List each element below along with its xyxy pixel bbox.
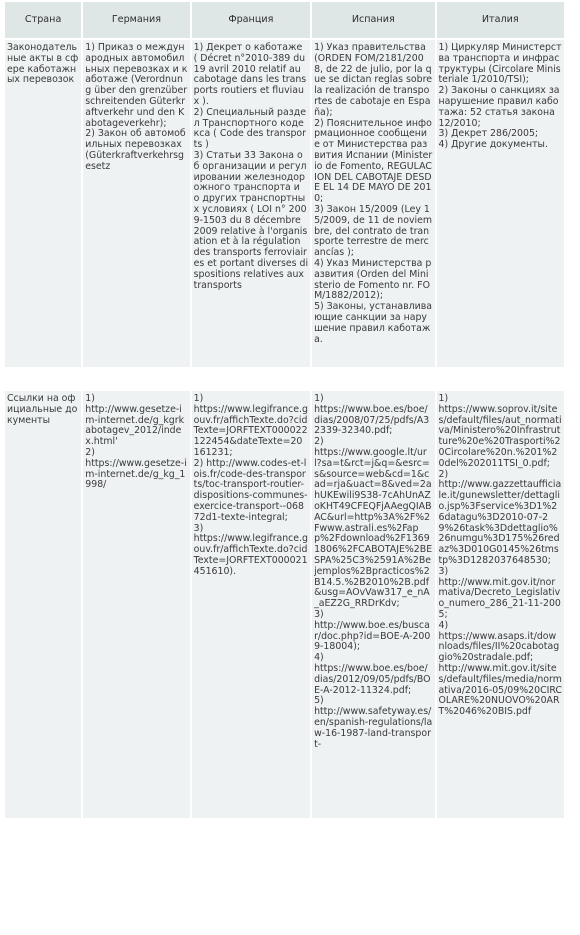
cell-text-line: https://www.gesetze-im-internet.de/g_kg_1998/ xyxy=(85,457,187,491)
cell-text-line: 2) Специальный раздел Транспортного кодекса ( Code des transports ) xyxy=(193,106,307,151)
header-country: Страна xyxy=(5,2,81,38)
row-label-legislation: Законодательные акты в сфере каботажных перевозок xyxy=(5,40,81,367)
cell-text-line: 3) xyxy=(193,522,204,534)
cell-text-line: 4) xyxy=(438,619,449,631)
cell-text-line: http://www.gazzettaufficiale.it/gunewsletter/dettaglio.jsp%3Fservice%3D1%26datagu%3D2010-07-29%26task%3Ddettaglio%26numgu%3D175%26redaz%3D010G0145%26tmstp%3D1282037648530; xyxy=(438,479,562,566)
cell-legislation-spain xyxy=(312,40,434,367)
table-row-links xyxy=(5,391,564,818)
cell-text-line: http://www.safetyway.es/en/spanish-regulations/law-16-1987-land-transport- xyxy=(314,706,433,750)
cell-text-line: 2) Законы о санкциях за нарушение правил каботажа: 52 статья закона 12/2010; xyxy=(438,85,560,129)
cell-text-line: 5) Законы, устанавливающие санкции за нарушение правил каботажа. xyxy=(314,301,432,345)
cell-text-line: 1) xyxy=(438,393,449,404)
cell-text-line: 1) xyxy=(314,393,324,404)
cell-text-line: https://www.asaps.it/downloads/files/II%20cabotaggio%20stradale.pdf; xyxy=(438,630,560,664)
cell-text-line: 1) xyxy=(193,393,204,404)
cell-text-line: 3) Статьи 33 Закона об организации и регулировании железнодорожного транспорта и о других транспортных условиях ( LOI n° 2009-1503 du 8 décembre 2009 relative à l'organisation et à la régulation des transports ferroviaires et portant diverses dispositions relatives aux transports xyxy=(193,149,309,291)
cell-text-line: 1) Указ правительства (ORDEN FOM/2181/2008, de 22 de julio, por la que se dictan reglas sobre la realización de transportes de cabotaje en España); xyxy=(314,42,433,118)
cell-text-line: 1) Циркуляр Министерства транспорта и инфраструктуры (Circolare Ministeriale 1/2010/TSI); xyxy=(438,42,562,86)
cell-text-line: 1) Приказ о международных автомобильных перевозках и каботаже (Verordnung über den grenzüberschreitenden Güterkraftverkehr und den Kabotageverkehr); xyxy=(85,42,188,129)
cell-text-line: https://www.legifrance.gouv.fr/affichTexte.do?cidTexte=JORFTEXT000022122454&dateTexte=20161231; xyxy=(193,403,308,458)
cell-text-line: 2) http://www.codes-et-lois.fr/code-des-transports/toc-transport-routier-dispositions-communes-exercice-transport--06872d1-texte-integral; xyxy=(193,457,308,523)
cell-text-line: 2) xyxy=(85,446,95,458)
header-germany: Германия xyxy=(83,2,189,38)
cell-text-line: 2) Пояснительное информационное сообщение от Министерства развития Испании (Ministerio de Fomento, REGULACION DEL CABOTAJE DESDE EL 14 DE MAYO DE 2010; xyxy=(314,117,433,205)
cell-text-line: https://www.boe.es/boe/dias/2012/09/05/pdfs/BOE-A-2012-11324.pdf; xyxy=(314,662,431,696)
header-row xyxy=(5,2,564,38)
cell-text-line: 3) xyxy=(314,608,324,620)
cell-text-line: 4) Другие документы. xyxy=(438,139,548,151)
row-label-links: Ссылки на официальные документы xyxy=(5,391,81,818)
cell-legislation-france xyxy=(192,40,310,367)
header-spain: Испания xyxy=(312,2,434,38)
cell-text-line: https://www.soprov.it/sites/default/files/aut_normativa/Ministero%20Infrastrutture%20e%20Trasporti%20Circolare%20n.%201%20del%202011TSI_0.pdf; xyxy=(438,403,562,469)
cell-text-line: 3) Декрет 286/2005; xyxy=(438,128,539,140)
cell-links-france xyxy=(192,391,310,818)
table-row-legislation xyxy=(5,40,564,367)
cell-text-line: http://www.boe.es/buscar/doc.php?id=BOE-A-2009-18004); xyxy=(314,619,431,653)
cell-text-line: 2) Закон об автомобильных перевозках (Güterkraftverkehrsgesetz xyxy=(85,128,186,172)
cell-text-line: http://www.mit.gov.it/normativa/Decreto_Legislativo_numero_286_21-11-2005; xyxy=(438,576,561,620)
cell-text-line: http://www.mit.gov.it/sites/default/files/media/normativa/2016-05/09%20CIRCOLARE%20NUOVO%20ART%2046%20BIS.pdf xyxy=(438,662,562,718)
cell-text-line: 2) xyxy=(314,436,324,448)
cell-legislation-italy xyxy=(437,40,565,367)
cell-text-line: 4) xyxy=(314,652,324,664)
cell-text-line: 2) xyxy=(438,468,449,480)
cell-text-line: https://www.boe.es/boe/dias/2008/07/25/pdfs/A32339-32340.pdf; xyxy=(314,403,430,437)
header-italy: Италия xyxy=(437,2,565,38)
cell-text-line: 5) xyxy=(314,695,324,707)
cell-text-line: 3) xyxy=(438,565,449,577)
cell-links-germany xyxy=(83,391,189,818)
header-france: Франция xyxy=(192,2,310,38)
cell-text-line: 3) Закон 15/2009 (Ley 15/2009, de 11 de noviembre, del contrato de transporte terrestre de mercancías ); xyxy=(314,203,433,259)
cell-text-line: 1) Декрет о каботаже ( Décret n°2010-389 du 19 avril 2010 relatif au cabotage dans les transports routiers et fluviaux ). xyxy=(193,42,307,107)
cabotage-comparison-table xyxy=(3,2,566,818)
cell-text-line: http://www.gesetze-im-internet.de/g_kgrkabotagev_2012/index.html' xyxy=(85,403,185,448)
cell-text-line: https://www.legifrance.gouv.fr/affichTexte.do?cidTexte=JORFTEXT000021451610). xyxy=(193,533,308,577)
cell-legislation-germany xyxy=(83,40,189,367)
cell-links-spain xyxy=(312,391,434,818)
cell-text-line: 4) Указ Министерства развития (Orden del Ministerio de Fomento nr. FOM/1882/2012); xyxy=(314,257,432,302)
cell-text-line: 1) xyxy=(85,393,95,404)
cell-text-line: https://www.google.lt/url?sa=t&rct=j&q=&esrc=s&source=web&cd=1&cad=rja&uact=8&ved=2ahUKEwili9S38-7cAhUnAZoKHT49CFEQFjAAegQIABAC&url=http%3A%2F%2Fwww.astrali.es%2Fapp%2Fdownload%2F13691806%2FCABOTAJE%2BESPA%25C3%2591A%2Bejemplos%2Bpracticos%2B14.5.%2B2010%2B.pdf&usg=AOvVaw317_e_nA_aEZ2G_RRDrKdv; xyxy=(314,446,433,610)
cell-links-italy xyxy=(437,391,565,818)
